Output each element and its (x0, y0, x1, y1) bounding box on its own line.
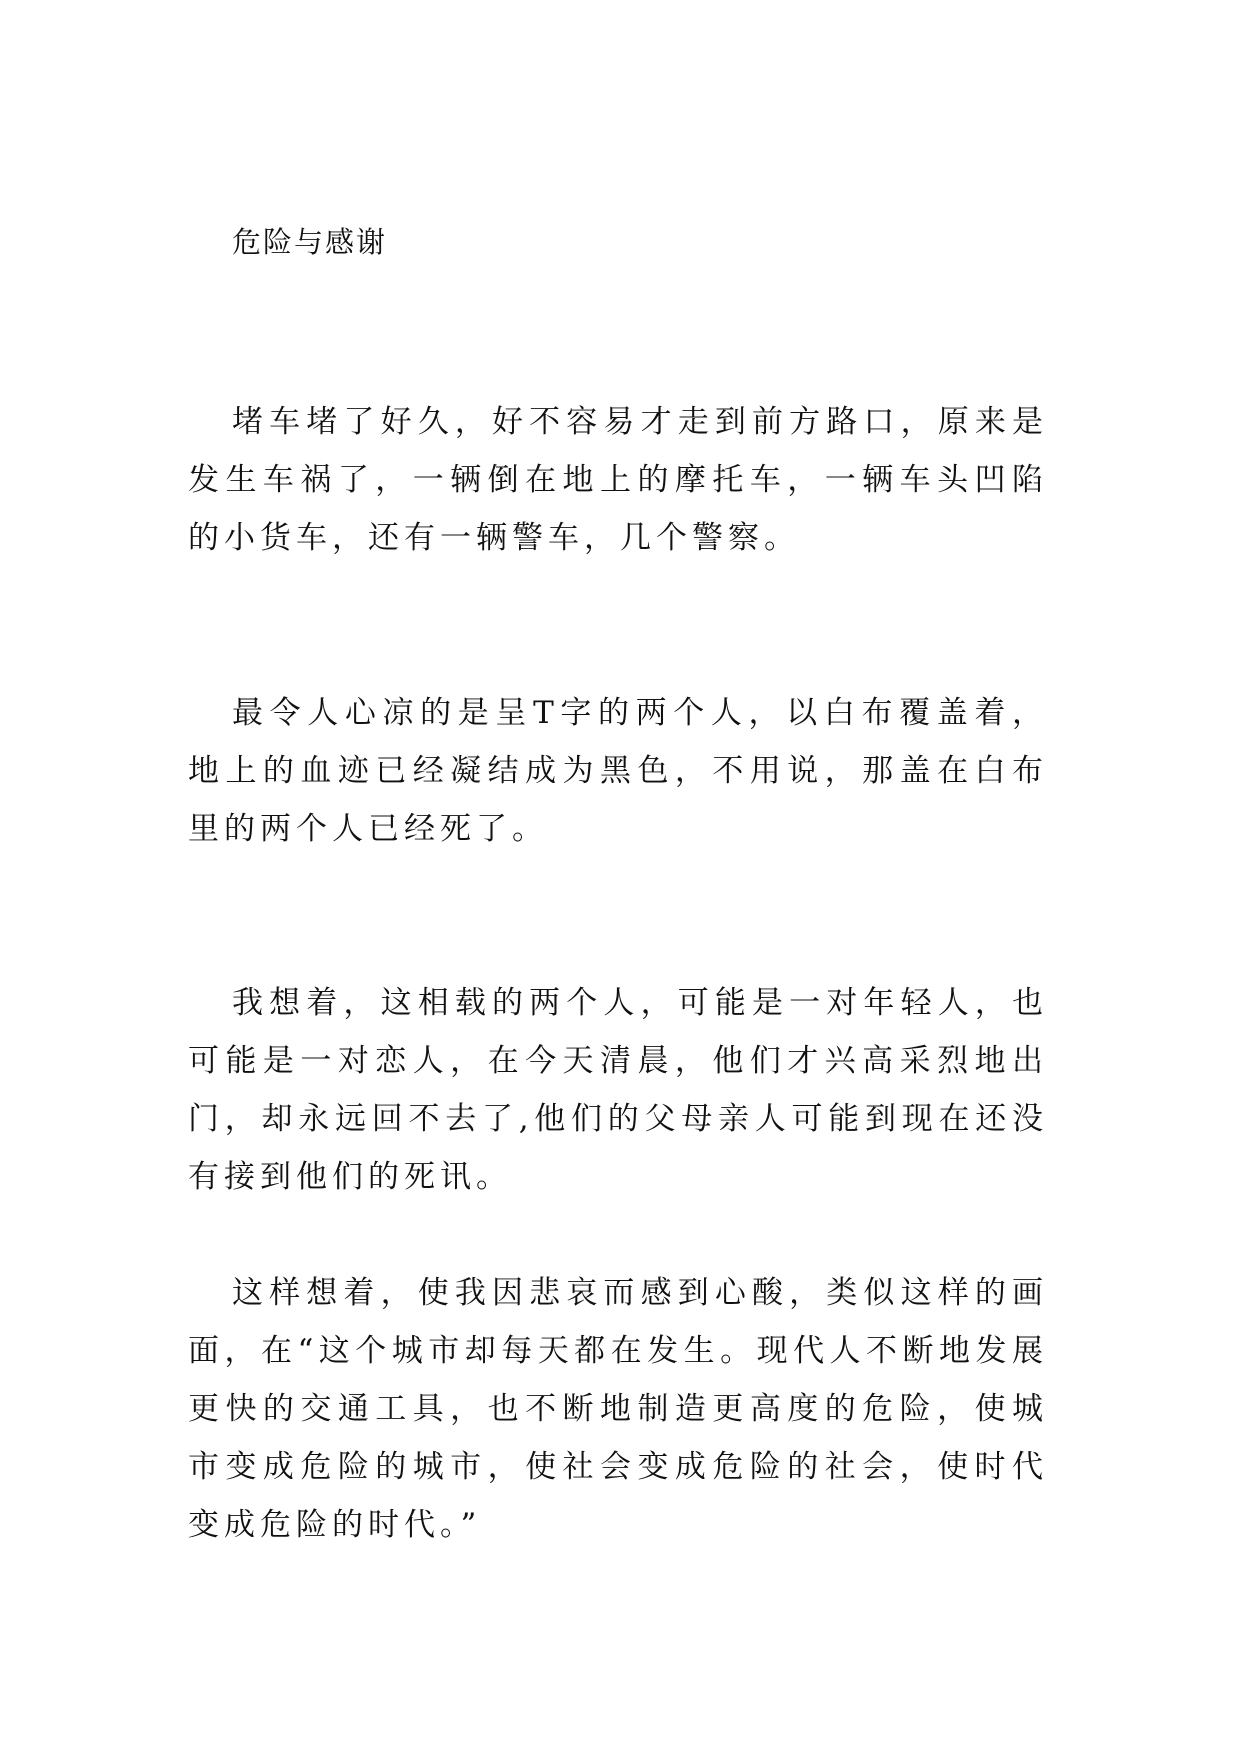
paragraph-traffic-accident: 堵车堵了好久，好不容易才走到前方路口，原来是发生车祸了，一辆倒在地上的摩托车，一辆车头凹陷的小货车，还有一辆警车，几个警察。 (188, 404, 1048, 556)
paragraph-young-couple: 我想着，这相载的两个人，可能是一对年轻人，也可能是一对恋人，在今天清晨，他们才兴高采烈地出门，却永远回不去了,他们的父母亲人可能到现在还没有接到他们的死讯。 (188, 985, 1048, 1195)
document-title: 危险与感谢 (232, 225, 388, 259)
paragraph-dangerous-city: 这样想着，使我因悲哀而感到心酸，类似这样的画面，在“这个城市却每天都在发生。现代人不断地发展更快的交通工具，也不断地制造更高度的危险，使城市变成危险的城市，使社会变成危险的社会，使时代变成危险的时代。” (188, 1275, 1048, 1543)
paragraph-victims: 最令人心凉的是呈T字的两个人，以白布覆盖着，地上的血迹已经凝结成为黑色，不用说，那盖在白布里的两个人已经死了。 (188, 695, 1048, 847)
